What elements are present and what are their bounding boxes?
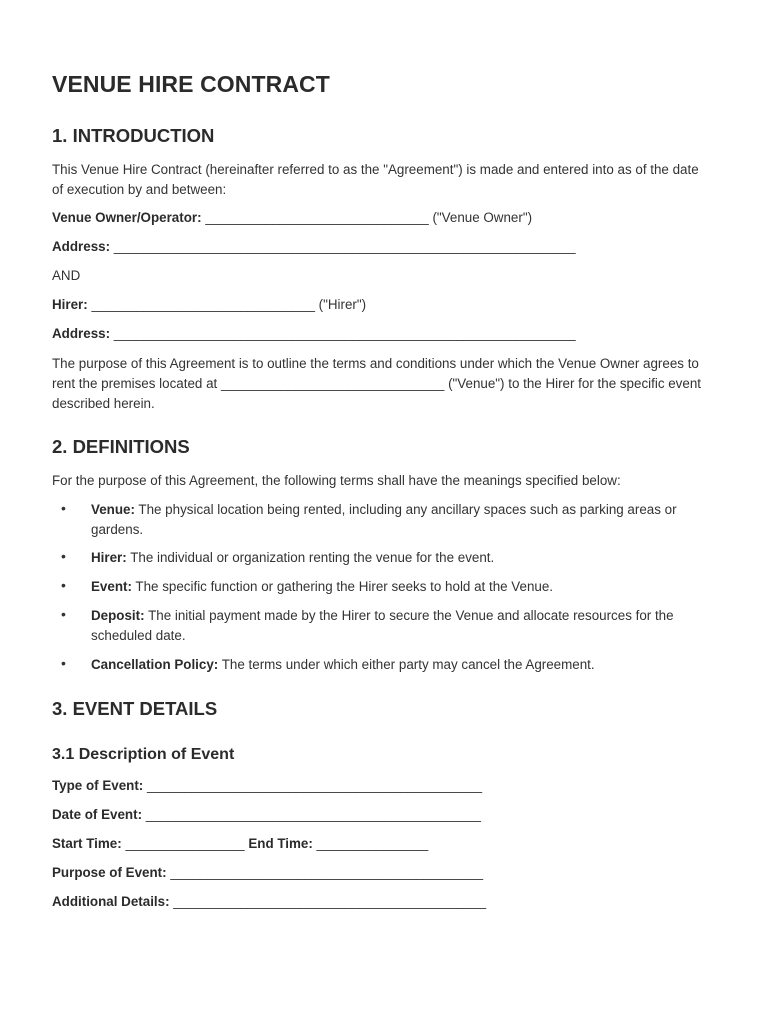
purpose-of-event-field: [52, 865, 483, 880]
definition-term: Venue:: [91, 502, 135, 517]
type-of-event-field: [52, 778, 482, 793]
start-time-label: Start Time:: [52, 836, 122, 851]
subsection-heading-description: 3.1 Description of Event: [52, 746, 235, 763]
bullet-icon: •: [61, 500, 66, 516]
definition-term: Hirer:: [91, 550, 127, 565]
definitions-intro: For the purpose of this Agreement, the following terms shall have the meanings specified below:: [52, 473, 621, 488]
start-time-blank[interactable]: ________________: [125, 836, 245, 851]
additional-details-label: Additional Details:: [52, 894, 170, 909]
venue-owner-blank[interactable]: ______________________________: [205, 210, 429, 225]
definitions-list: [52, 500, 722, 680]
date-of-event-label: Date of Event:: [52, 807, 143, 822]
venue-owner-label: Venue Owner/Operator:: [52, 210, 202, 225]
date-of-event-blank[interactable]: _____________________________________________: [145, 807, 481, 822]
additional-details-field: [52, 894, 486, 909]
end-time-blank[interactable]: _______________: [316, 836, 429, 851]
owner-address-field: [52, 239, 576, 254]
hirer-suffix: ("Hirer"): [318, 297, 367, 312]
type-of-event-blank[interactable]: _____________________________________________: [147, 778, 483, 793]
venue-owner-suffix: ("Venue Owner"): [432, 210, 533, 225]
time-field: [52, 836, 428, 851]
hirer-address-blank[interactable]: ______________________________________________________________: [113, 326, 576, 341]
and-separator: AND: [52, 268, 81, 283]
hirer-field: [52, 297, 366, 312]
definition-text: The initial payment made by the Hirer to secure the Venue and allocate resources for the scheduled date.: [91, 608, 674, 643]
section-heading-event-details: 3. EVENT DETAILS: [52, 698, 218, 719]
definition-term: Deposit:: [91, 608, 145, 623]
bullet-icon: •: [61, 655, 66, 671]
definition-text: The physical location being rented, including any ancillary spaces such as parking areas or gardens.: [91, 502, 677, 537]
section-heading-introduction: 1. INTRODUCTION: [52, 125, 215, 146]
section-heading-definitions: 2. DEFINITIONS: [52, 436, 190, 457]
hirer-address-field: [52, 326, 576, 341]
definition-text: The individual or organization renting the venue for the event.: [130, 550, 495, 565]
owner-address-label: Address:: [52, 239, 111, 254]
type-of-event-label: Type of Event:: [52, 778, 144, 793]
definition-text: The specific function or gathering the Hirer seeks to hold at the Venue.: [135, 579, 554, 594]
intro-paragraph: This Venue Hire Contract (hereinafter referred to as the "Agreement") is made and entered into as of the date of execution by and between:: [52, 162, 699, 197]
definition-term: Cancellation Policy:: [91, 657, 219, 672]
owner-address-blank[interactable]: ______________________________________________________________: [113, 239, 576, 254]
purpose-paragraph: The purpose of this Agreement is to outline the terms and conditions under which the Venue Owner agrees to rent the premises located at ______________________________ ("Venue") to the Hirer for the specific event described herein.: [52, 356, 701, 411]
bullet-icon: •: [61, 577, 66, 593]
definition-term: Event:: [91, 579, 132, 594]
bullet-icon: •: [61, 606, 66, 622]
bullet-icon: •: [61, 548, 66, 564]
date-of-event-field: [52, 807, 481, 822]
definition-text: The terms under which either party may cancel the Agreement.: [221, 657, 595, 672]
additional-details-blank[interactable]: __________________________________________: [173, 894, 487, 909]
venue-owner-field: [52, 210, 532, 225]
hirer-label: Hirer:: [52, 297, 88, 312]
hirer-blank[interactable]: ______________________________: [91, 297, 315, 312]
end-time-label: End Time:: [248, 836, 313, 851]
purpose-of-event-blank[interactable]: __________________________________________: [170, 865, 484, 880]
document-title: VENUE HIRE CONTRACT: [52, 71, 330, 97]
purpose-of-event-label: Purpose of Event:: [52, 865, 167, 880]
hirer-address-label: Address:: [52, 326, 111, 341]
